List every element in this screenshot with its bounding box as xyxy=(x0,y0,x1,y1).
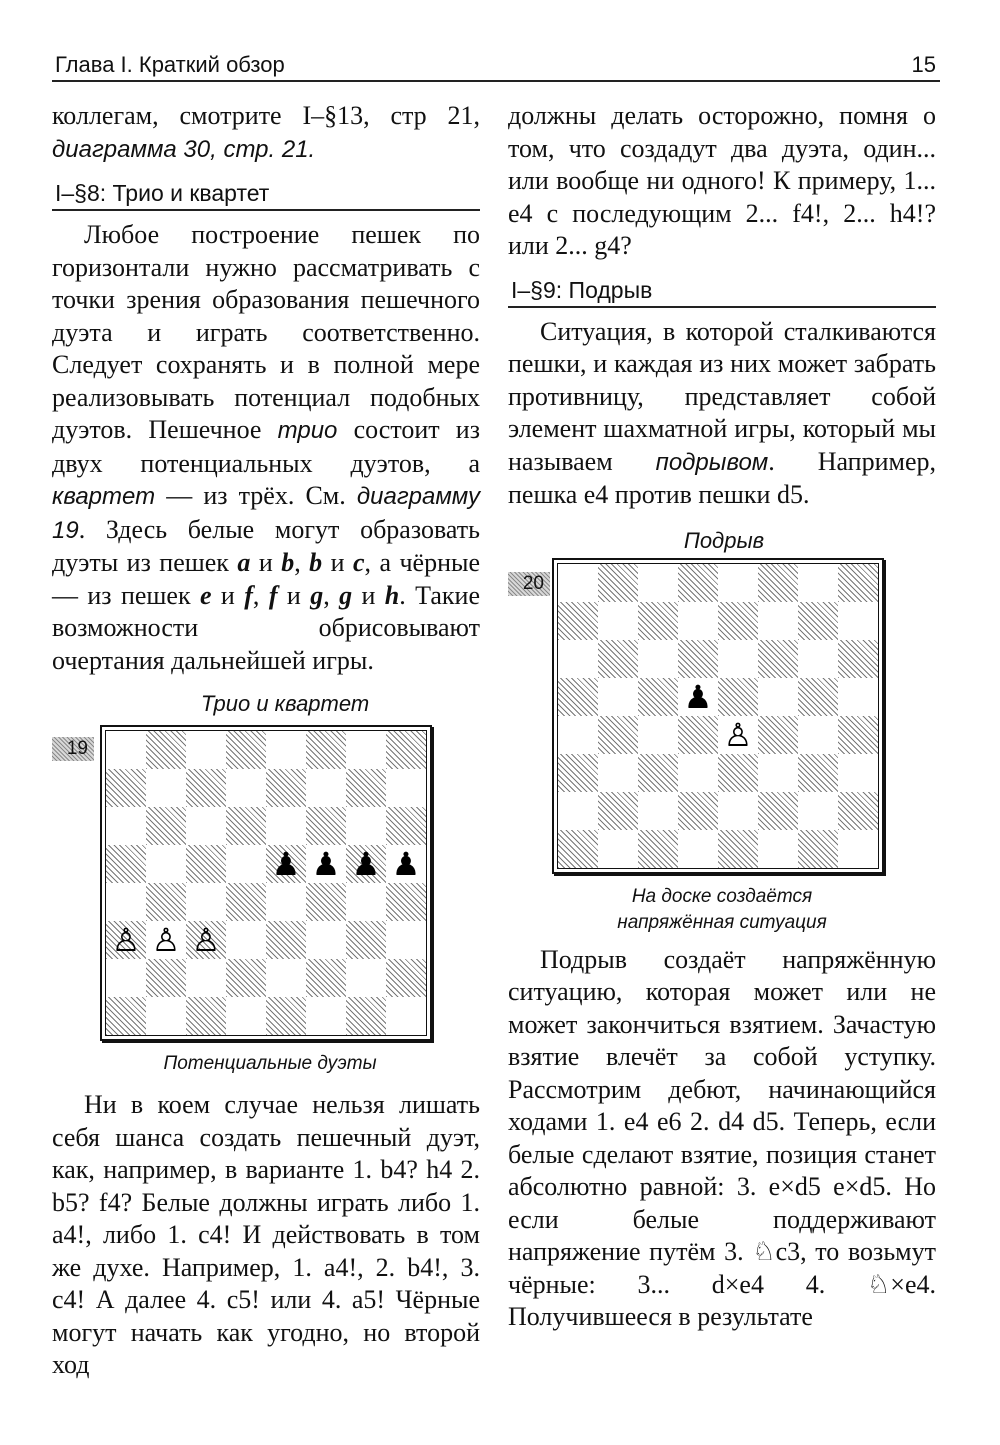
black-pawn-icon: ♟ xyxy=(683,677,713,716)
board-square xyxy=(598,792,638,830)
board-square xyxy=(758,602,798,640)
board-square xyxy=(718,792,758,830)
board-square xyxy=(638,830,678,868)
diagram-20 xyxy=(508,528,936,944)
board-square xyxy=(106,845,146,883)
board-square xyxy=(838,640,878,678)
board-square xyxy=(106,883,146,921)
paragraph-podryv: Ситуация, в которой сталкиваются пешки, и каждая из них может забрать противницу, представляет собой элемент шахматной игры, который мы называем подрывом. Например, пешка e4 против пешки d5. xyxy=(508,316,936,509)
board-square xyxy=(186,731,226,769)
board-square xyxy=(718,602,758,640)
board-square xyxy=(598,602,638,640)
board-square xyxy=(146,959,186,997)
board-square xyxy=(558,602,598,640)
text-run: коллегам, смотрите I–§13, стр 21, xyxy=(52,101,480,130)
board-square xyxy=(838,716,878,754)
board-square xyxy=(146,997,186,1035)
board-square xyxy=(758,716,798,754)
board-square xyxy=(798,792,838,830)
section-heading-podryv: I–§9: Подрыв xyxy=(508,277,936,308)
board-square xyxy=(346,997,386,1035)
board-square xyxy=(558,754,598,792)
board-square xyxy=(386,959,426,997)
board-square xyxy=(638,678,678,716)
board-square xyxy=(678,602,718,640)
board-square xyxy=(638,602,678,640)
board-square xyxy=(306,769,346,807)
board-square xyxy=(718,754,758,792)
board-square xyxy=(758,830,798,868)
board-square xyxy=(226,769,266,807)
board-square xyxy=(718,830,758,868)
board-square xyxy=(678,640,718,678)
board-square xyxy=(838,564,878,602)
board-square xyxy=(266,731,306,769)
board-square xyxy=(598,754,638,792)
board-square xyxy=(186,807,226,845)
board-square xyxy=(678,716,718,754)
board-square xyxy=(186,959,226,997)
board-square xyxy=(386,731,426,769)
board-square xyxy=(346,883,386,921)
white-pawn-icon: ♙ xyxy=(151,921,181,959)
board-square xyxy=(678,792,718,830)
term-podryv: подрывом xyxy=(655,448,769,476)
black-pawn-icon: ♟ xyxy=(391,845,421,883)
paragraph-podryv-continued: Подрыв создаёт напряжённую ситуацию, которая может или не может закончиться взятием. Зачастую взятие влечёт за собой уступку. Рассмотрим дебют, начинающийся ходами 1. e4 e6 2. d4 d5. Теперь, если белые сделают взятие, позиция станет абсолютно равной: 3. e×d5 e×d5. Но если белые поддерживают напряжение путём 3. ♘c3, то возьмут чёрные: 3... d×e4 4. ♘×e4. Получившееся в результате xyxy=(508,944,936,1331)
board-square xyxy=(346,959,386,997)
board-square xyxy=(798,716,838,754)
board-square xyxy=(306,883,346,921)
diagram-caption: Потенциальные дуэты xyxy=(163,1053,377,1074)
chessboard xyxy=(557,563,879,869)
board-square xyxy=(306,997,346,1035)
board-square xyxy=(558,716,598,754)
black-pawn-icon: ♟ xyxy=(311,845,341,883)
running-head xyxy=(52,50,940,82)
term-kvartet: квартет xyxy=(52,483,156,510)
page-number: 15 xyxy=(911,52,936,77)
board-square xyxy=(266,997,306,1035)
board-square xyxy=(638,754,678,792)
board-square xyxy=(758,754,798,792)
board-square xyxy=(558,564,598,602)
board-square xyxy=(306,959,346,997)
board-square xyxy=(346,731,386,769)
paragraph-trio: Любое построение пешек по горизонтали нужно рассматривать с точки зрения образования пешечного дуэта и играть соответственно. Следует сохранять и в полной мере реализовывать потенциал подобных дуэтов. Пешечное трио состоит из двух потенциальных дуэтов, а квартет — из трёх. См. диаграмму 19. Здесь белые могут образовать дуэты из пешек a и b, b и c, а чёрные — из пешек e и f, f и g, g и h. Такие возможности обрисовывают очертания дальнейшей игры. xyxy=(52,220,480,675)
board-square xyxy=(226,731,266,769)
diagram-reference: диаграмма 30, стр. 21. xyxy=(52,135,316,163)
white-pawn-icon: ♙ xyxy=(191,921,221,959)
board-square xyxy=(186,997,226,1035)
board-square xyxy=(306,921,346,959)
board-square xyxy=(266,807,306,845)
board-square xyxy=(106,959,146,997)
board-square xyxy=(226,883,266,921)
diagram-title: Трио и квартет xyxy=(200,691,370,716)
board-square xyxy=(598,830,638,868)
board-square xyxy=(146,731,186,769)
board-square xyxy=(558,640,598,678)
board-square xyxy=(838,754,878,792)
chessboard-frame xyxy=(100,725,432,1041)
board-square xyxy=(346,921,386,959)
board-square xyxy=(226,921,266,959)
board-square xyxy=(558,792,598,830)
board-square xyxy=(106,731,146,769)
board-square xyxy=(186,845,226,883)
board-square xyxy=(798,564,838,602)
board-square xyxy=(798,678,838,716)
board-square xyxy=(386,921,426,959)
board-square xyxy=(306,807,346,845)
paragraph-continued: должны делать осторожно, помня о том, что создадут два дуэта, один... или вообще ни одного! К примеру, 1... e4 с последующим 2... f4!, 2... h4!? или 2... g4? xyxy=(508,101,936,260)
board-square xyxy=(798,754,838,792)
board-square xyxy=(106,807,146,845)
board-square xyxy=(186,883,226,921)
board-square xyxy=(758,640,798,678)
board-square xyxy=(146,845,186,883)
board-square xyxy=(266,959,306,997)
board-square xyxy=(386,997,426,1035)
board-square xyxy=(758,564,798,602)
board-square xyxy=(598,640,638,678)
board-square xyxy=(266,883,306,921)
black-pawn-icon: ♟ xyxy=(271,845,301,883)
board-square xyxy=(798,640,838,678)
board-square xyxy=(146,883,186,921)
term-trio: трио xyxy=(277,417,338,444)
board-square xyxy=(638,564,678,602)
board-square xyxy=(838,792,878,830)
board-square xyxy=(386,807,426,845)
board-square xyxy=(798,602,838,640)
board-square xyxy=(346,769,386,807)
board-square xyxy=(386,883,426,921)
chessboard xyxy=(105,730,427,1036)
board-square xyxy=(186,769,226,807)
board-square xyxy=(598,678,638,716)
diagram-title: Подрыв xyxy=(683,527,765,553)
paragraph-continued xyxy=(52,100,480,166)
chessboard-frame xyxy=(552,558,884,874)
board-square xyxy=(558,830,598,868)
board-square xyxy=(838,602,878,640)
diagram-reference: диаграмму 19 xyxy=(52,483,480,544)
board-square xyxy=(798,830,838,868)
board-square xyxy=(146,769,186,807)
black-pawn-icon: ♟ xyxy=(351,845,381,883)
left-column xyxy=(52,100,480,1382)
board-square xyxy=(146,807,186,845)
board-square xyxy=(678,754,718,792)
board-square xyxy=(226,845,266,883)
board-square xyxy=(758,678,798,716)
board-square xyxy=(386,769,426,807)
board-square xyxy=(838,830,878,868)
section-heading-trio: I–§8: Трио и квартет xyxy=(52,180,480,211)
board-square xyxy=(106,997,146,1035)
board-square xyxy=(718,564,758,602)
board-square xyxy=(598,564,638,602)
right-column xyxy=(508,100,936,1334)
diagram-19 xyxy=(52,691,480,1083)
chapter-title: Глава I. Краткий обзор xyxy=(55,52,285,77)
diagram-number: 20 xyxy=(508,572,550,596)
board-square xyxy=(226,807,266,845)
board-square xyxy=(638,640,678,678)
board-square xyxy=(638,792,678,830)
board-square xyxy=(718,678,758,716)
board-square xyxy=(678,830,718,868)
board-square xyxy=(838,678,878,716)
board-square xyxy=(226,997,266,1035)
white-pawn-icon: ♙ xyxy=(111,921,141,959)
board-square xyxy=(226,959,266,997)
caption-line: напряжённая ситуация xyxy=(617,911,827,933)
board-square xyxy=(598,716,638,754)
board-square xyxy=(106,769,146,807)
board-square xyxy=(558,678,598,716)
caption-line: На доске создаётся xyxy=(631,885,813,907)
board-square xyxy=(638,716,678,754)
board-square xyxy=(346,807,386,845)
white-pawn-icon: ♙ xyxy=(723,715,753,754)
board-square xyxy=(758,792,798,830)
board-square xyxy=(266,769,306,807)
board-square xyxy=(678,564,718,602)
board-square xyxy=(266,921,306,959)
board-square xyxy=(718,640,758,678)
paragraph-duets: Ни в коем случае нельзя лишать себя шанса создать пешечный дуэт, как, например, в варианте 1. b4? h4 2. b5? f4? Белые должны играть либо 1. a4!, либо 1. c4! И действовать в том же духе. Например, 1. a4!, 2. b4!, 3. c4! А далее 4. c5! или 4. a5! Чёрные могут начать как угодно, но второй ход xyxy=(52,1090,480,1379)
diagram-number: 19 xyxy=(52,737,94,761)
diagram-caption xyxy=(552,884,892,936)
board-square xyxy=(306,731,346,769)
